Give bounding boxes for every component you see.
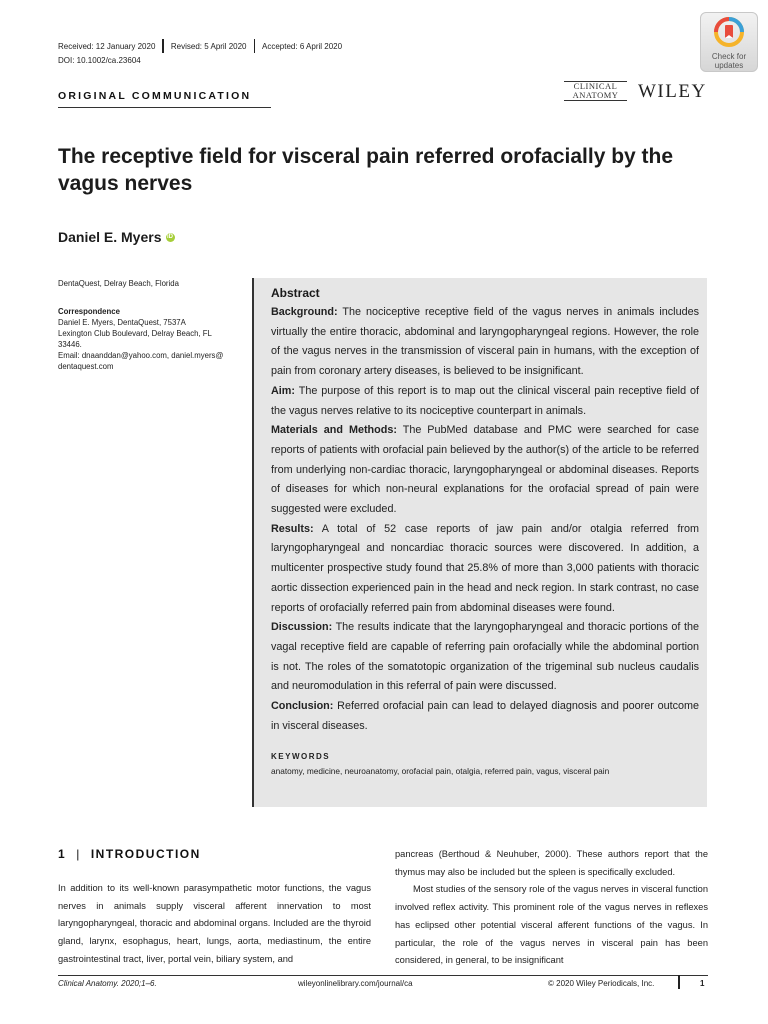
conclusion-label: Conclusion: bbox=[271, 700, 334, 713]
background-label: Background: bbox=[271, 306, 338, 318]
keywords-heading: KEYWORDS bbox=[271, 752, 331, 762]
discussion-label: Discussion: bbox=[271, 621, 333, 634]
body-column-left bbox=[58, 880, 371, 969]
article-dates bbox=[58, 39, 342, 53]
crossmark-label-2: updates bbox=[714, 61, 744, 70]
section-title: INTRODUCTION bbox=[90, 847, 201, 861]
paragraph: pancreas (Berthoud & Neuhuber, 2000). These authors report that the thymus may also be included but the spleen is specifically excluded. bbox=[395, 849, 708, 877]
journal-logo-line1: CLINICAL bbox=[573, 81, 618, 91]
aim-text: The purpose of this report is to map out the clinical visceral pain receptive field of the vagus nerves relative to its nociceptive counterpart in animals. bbox=[271, 384, 699, 417]
correspondence-line: 33446. bbox=[58, 340, 82, 349]
correspondence-email[interactable]: dentaquest.com bbox=[58, 362, 114, 371]
footer-url[interactable]: wileyonlinelibrary.com/journal/ca bbox=[298, 979, 413, 988]
footer-divider bbox=[678, 975, 680, 989]
page-number: 1 bbox=[700, 979, 705, 988]
conclusion-text: Referred orofacial pain can lead to delayed diagnosis and poorer outcome in visceral diseases. bbox=[271, 700, 699, 732]
aim-label: Aim: bbox=[271, 384, 295, 397]
discussion-text: The results indicate that the laryngopharyngeal and thoracic portions of the vagal receptive field are capable of referring pain orofacially while the abdominal portion is not. The roles of the somatotopic organization of the trigeminal sub nucleus caudalis and neuromodulation in this referral of pain were discussed. bbox=[271, 621, 699, 693]
date-separator bbox=[254, 39, 256, 53]
author-info-sidebar bbox=[58, 278, 248, 372]
crossmark-label-1: Check for bbox=[711, 52, 747, 61]
section-tag-rule bbox=[58, 107, 271, 108]
author-name[interactable]: Daniel E. Myers bbox=[58, 229, 162, 245]
publisher-logo: WILEY bbox=[638, 81, 707, 102]
footer-journal: Clinical Anatomy. 2020;1–6. bbox=[58, 979, 157, 988]
accepted-date: Accepted: 6 April 2020 bbox=[262, 41, 343, 51]
check-for-updates-button[interactable] bbox=[700, 12, 758, 72]
crossmark-icon bbox=[714, 17, 744, 47]
correspondence-heading: Correspondence bbox=[58, 307, 120, 316]
methods-label: Materials and Methods: bbox=[271, 424, 397, 437]
section-heading bbox=[58, 847, 201, 861]
orcid-icon[interactable]: iD bbox=[167, 233, 173, 240]
background-text: The nociceptive receptive field of the vagus nerves in animals includes virtually the entire thoracic, abdominal and laryngopharyngeal regions. However, the role of the vagus nerves in the transmission of visceral pain in humans, with the exception of pain from coronary artery diseases, is believed to be insignificant. bbox=[271, 306, 699, 378]
methods-text: The PubMed database and PMC were searched for case reports of patients with orofacial pain believed by the author(s) of the article to be referred from underlying non-cardiac thoracic, laryngopharyngeal or abdominal diseases. Reports of diseases for which non-neural explanations for the orofacial spread of pain were suggested were excluded. bbox=[271, 424, 699, 516]
journal-logo bbox=[564, 81, 627, 101]
revised-date: Revised: 5 April 2020 bbox=[170, 41, 247, 51]
footer-rule bbox=[58, 975, 708, 976]
correspondence-line: Lexington Club Boulevard, Delray Beach, FL bbox=[58, 329, 212, 338]
article-title: The receptive field for visceral pain referred orofacially by the vagus nerves bbox=[58, 145, 674, 195]
section-number: 1 bbox=[58, 847, 67, 861]
doi-link[interactable]: DOI: 10.1002/ca.23604 bbox=[58, 56, 141, 65]
results-label: Results: bbox=[271, 522, 314, 535]
author-line bbox=[58, 229, 175, 245]
keywords-list: anatomy, medicine, neuroanatomy, orofacial pain, otalgia, referred pain, vagus, visceral pain bbox=[271, 766, 610, 777]
correspondence-line: Daniel E. Myers, DentaQuest, 7537A bbox=[58, 318, 186, 327]
journal-logo-line2: ANATOMY bbox=[572, 90, 619, 100]
article-type: ORIGINAL COMMUNICATION bbox=[58, 90, 252, 102]
abstract-body bbox=[271, 303, 699, 736]
footer-copyright: © 2020 Wiley Periodicals, Inc. bbox=[548, 979, 655, 988]
affiliation: DentaQuest, Delray Beach, Florida bbox=[58, 279, 179, 288]
abstract-box bbox=[252, 278, 707, 807]
body-column-right bbox=[395, 846, 708, 970]
section-divider: | bbox=[76, 847, 81, 861]
abstract-heading: Abstract bbox=[271, 286, 320, 300]
received-date: Received: 12 January 2020 bbox=[58, 41, 156, 51]
date-separator bbox=[162, 39, 164, 53]
results-text: A total of 52 case reports of jaw pain and/or otalgia referred from laryngopharyngeal and noncardiac thoracic sources were discovered. In addition, a multicenter prospective study found that 25.8% of more than 3,000 patients with thoracic aortic dissection experienced pain in the head and neck region. In stark contrast, no case reports of orofacially referred pain from abdominal diseases were found. bbox=[271, 522, 699, 614]
correspondence-email[interactable]: Email: dnaanddan@yahoo.com, daniel.myers@ bbox=[58, 351, 224, 360]
paragraph: Most studies of the sensory role of the vagus nerves in visceral function involved reflex activity. This prominent role of the vagus nerves in reflexes has eclipsed other potential visceral afferent functions of the vagus. In particular, the role of the vagus nerves in visceral pain has been considered, in general, to be insignificant bbox=[395, 884, 708, 966]
paragraph: In addition to its well-known parasympathetic motor functions, the vagus nerves in animals supply visceral afferent innervation to most laryngopharyngeal, thoracic and abdominal organs. Included are the thyroid gland, larynx, esophagus, heart, lungs, aorta, mediastinum, the entire gastrointestinal tract, liver, portal vein, biliary system, and bbox=[58, 883, 371, 964]
